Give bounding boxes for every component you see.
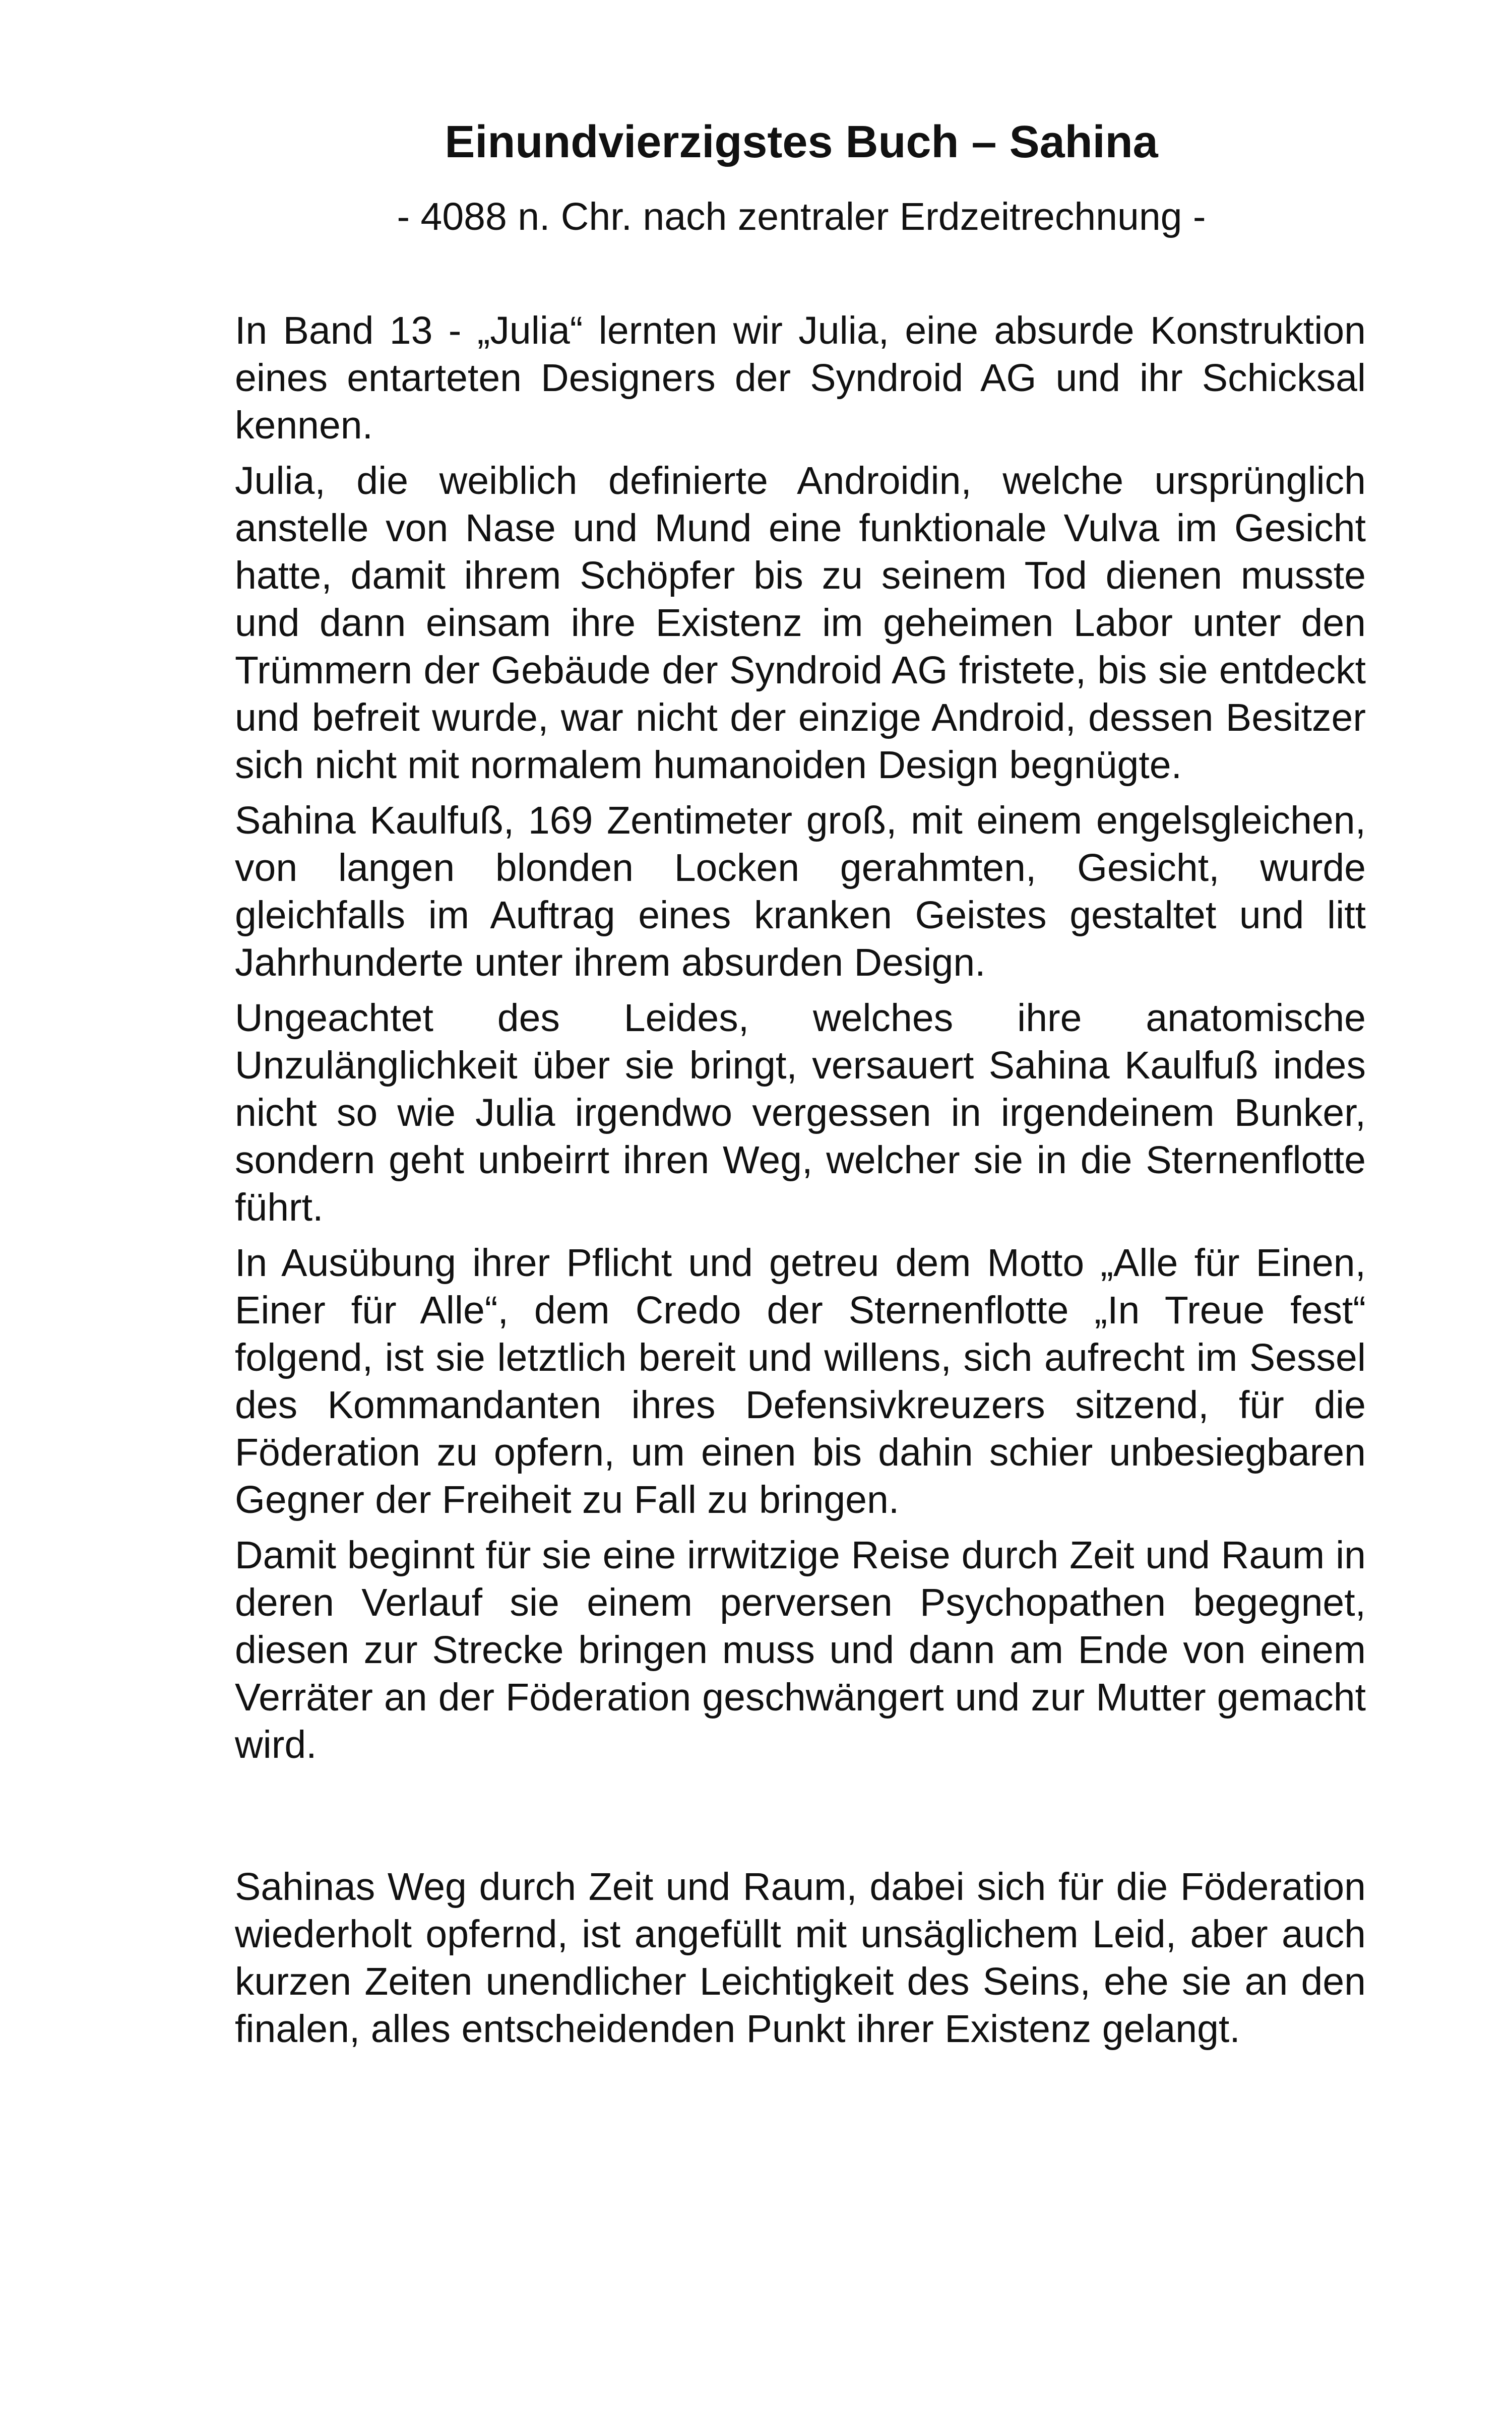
page-title: Einundvierzigstes Buch – Sahina <box>445 117 1158 167</box>
paragraph-7: Sahinas Weg durch Zeit und Raum, dabei sich für die Föderation wiederholt opfernd, ist angefüllt mit unsäglichem Leid, aber auch kurzen Zeiten unendlicher Leichtigkeit des Seins, ehe sie an den finalen, alles entscheidenden Punkt ihrer Existenz gelangt. <box>235 1865 1366 2051</box>
paragraph-6: Damit beginnt für sie eine irrwitzige Reise durch Zeit und Raum in deren Verlauf sie einem perversen Psychopathen begegnet, diesen zur Strecke bringen muss und dann am Ende von einem Verräter an der Föderation geschwängert und zur Mutter gemacht wird. <box>235 1534 1366 1766</box>
paragraph-2: Julia, die weiblich definierte Androidin, welche ursprünglich anstelle von Nase und Mund eine funktionale Vulva im Gesicht hatte, damit ihrem Schöpfer bis zu seinem Tod dienen musste und dann einsam ihre Existenz im geheimen Labor unter den Trümmern der Gebäude der Syndroid AG fristete, bis sie entdeckt und befreit wurde, war nicht der einzige Android, dessen Besitzer sich nicht mit normalem humanoiden Design begnügte. <box>235 459 1366 787</box>
paragraph-4: Ungeachtet des Leides, welches ihre anatomische Unzulänglichkeit über sie bringt, versauert Sahina Kaulfuß indes nicht so wie Julia irgendwo vergessen in irgendeinem Bunker, sondern geht unbeirrt ihren Weg, welcher sie in die Sternenflotte führt. <box>235 996 1366 1229</box>
paragraph-1: In Band 13 - „Julia“ lernten wir Julia, eine absurde Konstruktion eines entarteten Designers der Syndroid AG und ihr Schicksal kennen. <box>235 309 1366 447</box>
page-subtitle: - 4088 n. Chr. nach zentraler Erdzeitrechnung - <box>397 195 1206 238</box>
body-text <box>235 307 1366 2053</box>
paragraph-3: Sahina Kaulfuß, 169 Zentimeter groß, mit einem engelsgleichen, von langen blonden Locken gerahmten, Gesicht, wurde gleichfalls im Auftrag eines kranken Geistes gestaltet und litt Jahrhunderte unter ihrem absurden Design. <box>235 799 1366 984</box>
paragraph-5: In Ausübung ihrer Pflicht und getreu dem Motto „Alle für Einen, Einer für Alle“, dem Credo der Sternenflotte „In Treue fest“ folgend, ist sie letztlich bereit und willens, sich aufrecht im Sessel des Kommandanten ihres Defensivkreuzers sitzend, für die Föderation zu opfern, um einen bis dahin schier unbesiegbaren Gegner der Freiheit zu Fall zu bringen. <box>235 1241 1366 1521</box>
